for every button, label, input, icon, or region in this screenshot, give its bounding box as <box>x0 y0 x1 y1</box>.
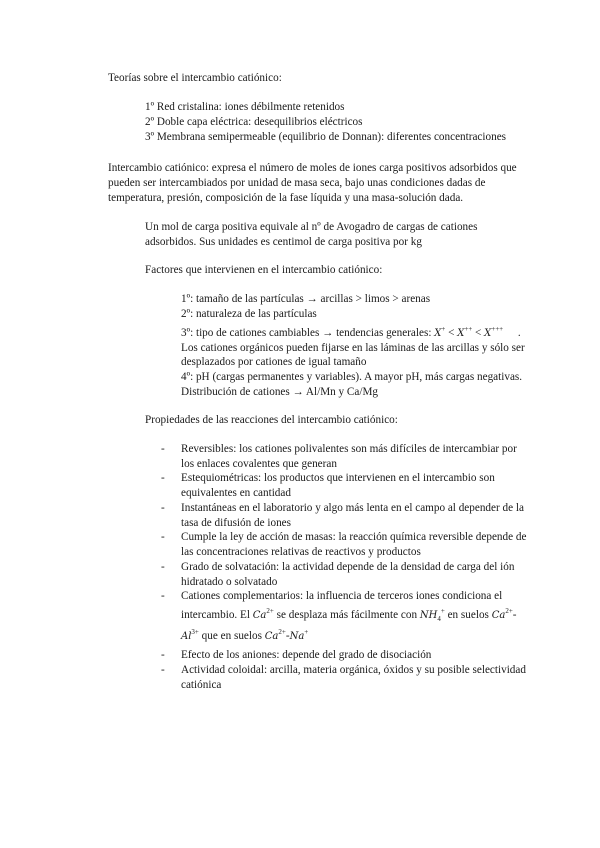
aluminium-charge: 3+ <box>191 628 199 636</box>
factors-heading: Factores que intervienen en el intercambio catiónico: <box>145 264 383 276</box>
theory-3: 3º Membrana semipermeable (equilibrio de Donnan): diferentes concentraciones <box>145 131 507 143</box>
property-3-line-1: Instantáneas en el laboratorio y algo más lenta en el campo al depender de la <box>181 502 524 514</box>
p6-text-d: que en suelos <box>201 630 262 642</box>
property-6-line-2 <box>181 609 517 622</box>
factor-3-line-2: Los cationes orgánicos pueden fijarse en las láminas de las arcillas y sólo ser <box>181 342 525 354</box>
calcium-charge-2: 2+ <box>505 607 513 615</box>
charge-2: ++ <box>464 325 473 333</box>
bullet-dash: - <box>161 531 165 543</box>
bullet-dash: - <box>161 664 165 676</box>
property-5-line-1: Grado de solvatación: la actividad depende de la densidad de carga del ión <box>181 561 515 573</box>
definition-line-1: Intercambio catiónico: expresa el número de moles de iones carga positivos adsorbidos que <box>108 162 517 174</box>
p6-text-c: en suelos <box>447 609 489 621</box>
property-2-line-2: equivalentes en cantidad <box>181 487 291 499</box>
charge-1: + <box>441 325 446 333</box>
theories-heading: Teorías sobre el intercambio catiónico: <box>108 72 282 84</box>
less-than-1: < <box>448 327 455 339</box>
factor-2: 2º: naturaleza de las partículas <box>181 308 317 320</box>
bullet-dash: - <box>161 561 165 573</box>
p6-dash: - <box>512 609 517 621</box>
bullet-dash: - <box>161 472 165 484</box>
sodium-charge: + <box>304 628 309 636</box>
aluminium-ion: Al <box>181 631 192 642</box>
calcium-ion: Ca <box>252 610 267 621</box>
property-3-line-2: tasa de difusión de iones <box>181 517 291 529</box>
charge-3: +++ <box>491 325 504 333</box>
calcium-ion-2: Ca <box>491 610 506 621</box>
theory-2: 2º Doble capa eléctrica: desequilibrios eléctricos <box>145 116 363 128</box>
definition-line-2: pueden ser intercambiados por unidad de masa seca, bajo unas condiciones dadas de <box>108 177 486 189</box>
property-6-line-1: Cationes complementarios: la influencia de terceros iones condiciona el <box>181 590 503 602</box>
bullet-dash: - <box>161 649 165 661</box>
factor-4: 4º: pH (cargas permanentes y variables). A mayor pH, más cargas negativas. <box>181 371 523 383</box>
cation-x-3: X <box>484 328 492 339</box>
ammonium-subscript: 4 <box>437 615 441 623</box>
factor-4-line-2: Distribución de cationes → Al/Mn y Ca/Mg <box>181 386 379 398</box>
sodium-ion: Na <box>289 631 305 642</box>
p6-text-a: intercambio. El <box>181 609 250 621</box>
property-5-line-2: hidratado o solvatado <box>181 576 278 588</box>
factor-3-end: . <box>517 327 521 339</box>
factor-3-text: 3º: tipo de cationes cambiables → tendencias generales: <box>181 327 432 339</box>
factor-3 <box>181 327 521 340</box>
factor-3-line-3: desplazados por cationes de igual tamaño <box>181 356 367 368</box>
definition-line-3: temperatura, presión, composición de la fase líquida y una masa-solución dada. <box>108 192 464 204</box>
property-8-line-2: catiónica <box>181 679 222 691</box>
calcium-charge-3: 2+ <box>278 628 286 636</box>
properties-heading: Propiedades de las reacciones del intercambio catiónico: <box>145 414 398 426</box>
p6-text-b: se desplaza más fácilmente con <box>276 609 418 621</box>
property-8-line-1: Actividad coloidal: arcilla, materia orgánica, óxidos y su posible selectividad <box>181 664 526 676</box>
calcium-ion-3: Ca <box>264 631 279 642</box>
calcium-charge: 2+ <box>266 607 274 615</box>
bullet-dash: - <box>161 443 165 455</box>
ammonium-charge: + <box>440 607 445 615</box>
property-1-line-2: los enlaces covalentes que generan <box>181 458 337 470</box>
mol-line-2: adsorbidos. Sus unidades es centimol de carga positiva por kg <box>145 236 422 248</box>
property-7: Efecto de los aniones: depende del grado de disociación <box>181 649 432 661</box>
cation-x-2: X <box>457 328 465 339</box>
factor-1: 1º: tamaño de las partículas → arcillas > limos > arenas <box>181 293 431 305</box>
bullet-dash: - <box>161 590 165 602</box>
property-4-line-1: Cumple la ley de acción de masas: la reacción química reversible depende de <box>181 531 527 543</box>
property-4-line-2: las concentraciones relativas de reactivos y productos <box>181 546 421 558</box>
theory-1: 1º Red cristalina: iones débilmente retenidos <box>145 101 345 113</box>
cation-x-1: X <box>434 328 442 339</box>
property-1-line-1: Reversibles: los cationes polivalentes son más difíciles de intercambiar por <box>181 443 517 455</box>
p6-dash-2: - <box>285 630 290 642</box>
less-than-2: < <box>475 327 482 339</box>
mol-line-1: Un mol de carga positiva equivale al nº de Avogadro de cargas de cationes <box>145 221 478 233</box>
bullet-dash: - <box>161 502 165 514</box>
ammonium-ion: NH <box>419 610 438 621</box>
property-2-line-1: Estequiométricas: los productos que intervienen en el intercambio son <box>181 472 495 484</box>
property-6-line-3 <box>181 630 308 643</box>
